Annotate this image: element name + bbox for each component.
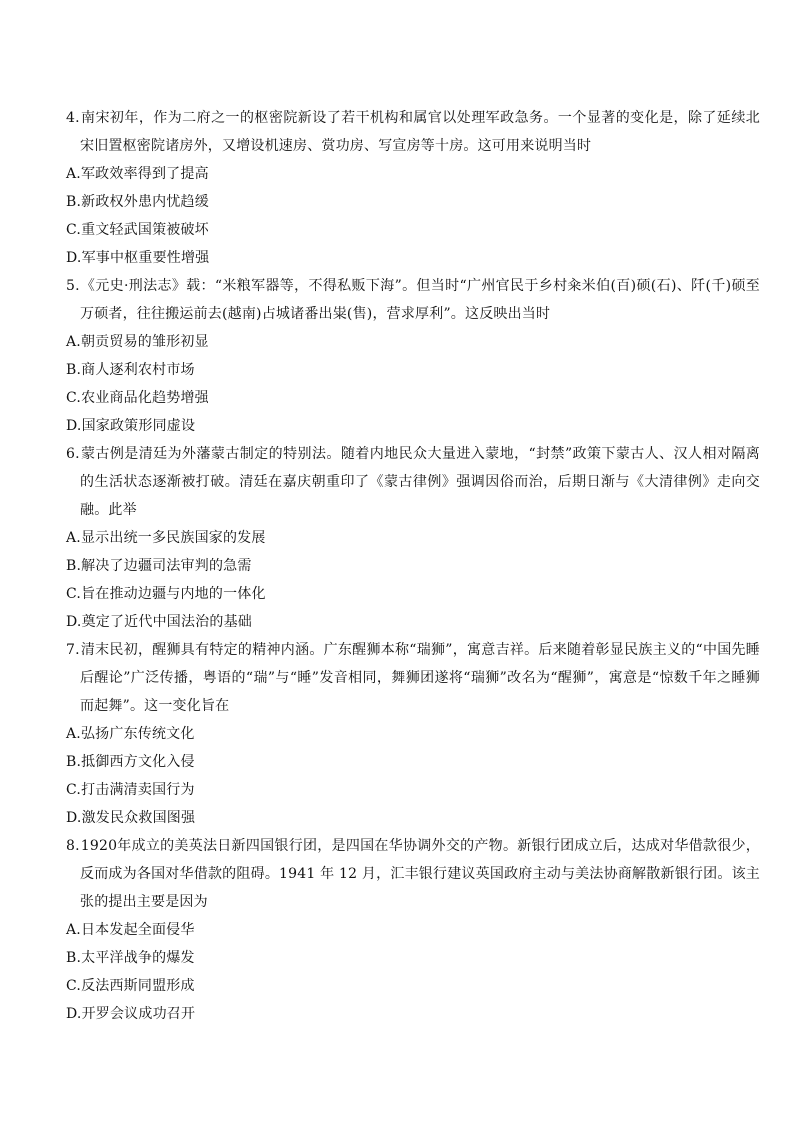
question-5 <box>0 272 794 440</box>
option-a <box>66 328 794 356</box>
option-d <box>66 244 794 272</box>
option-b <box>66 552 794 580</box>
option-c <box>66 580 794 608</box>
option-a <box>66 524 794 552</box>
option-label: D. <box>66 418 82 434</box>
option-label: C. <box>66 978 82 994</box>
option-c <box>66 776 794 804</box>
option-text: 旨在推动边疆与内地的一体化 <box>81 586 266 602</box>
option-label: B. <box>66 194 82 210</box>
option-text: 太平洋战争的爆发 <box>81 950 195 966</box>
option-text: 朝贡贸易的雏形初显 <box>80 334 209 350</box>
option-b <box>66 188 794 216</box>
option-text: 日本发起全面侵华 <box>80 922 195 938</box>
option-a <box>66 160 794 188</box>
option-c <box>66 972 794 1000</box>
option-label: A. <box>66 726 81 742</box>
option-label: D. <box>66 1006 82 1022</box>
question-6 <box>0 440 794 636</box>
option-text: 显示出统一多民族国家的发展 <box>80 530 266 546</box>
question-number: 7. <box>66 642 80 658</box>
option-label: C. <box>66 586 82 602</box>
option-d <box>66 608 794 636</box>
option-text: 解决了边疆司法审判的急需 <box>81 558 252 574</box>
option-text: 商人逐利农村市场 <box>81 362 195 378</box>
option-text: 奠定了近代中国法治的基础 <box>81 614 252 630</box>
question-stem <box>66 636 760 720</box>
question-8 <box>0 832 794 1028</box>
option-label: A. <box>66 166 81 182</box>
question-text: 1920年成立的美英法日新四国银行团，是四国在华协调外交的产物。新银行团成立后，达成对华借款很少，反而成为各国对华借款的阻碍。1941 年 12 月，汇丰银行建议英国政府主动与美法协商解散新银行团。该主张的提出主要是因为 <box>80 838 760 910</box>
option-label: A. <box>66 530 81 546</box>
option-d <box>66 804 794 832</box>
option-a <box>66 916 794 944</box>
option-label: C. <box>66 222 82 238</box>
option-d <box>66 412 794 440</box>
option-text: 弘扬广东传统文化 <box>80 726 195 742</box>
option-label: C. <box>66 390 82 406</box>
option-label: C. <box>66 782 82 798</box>
exam-page <box>0 104 794 1028</box>
question-stem <box>66 440 760 524</box>
question-number: 8. <box>66 838 80 854</box>
option-text: 打击满清卖国行为 <box>81 782 195 798</box>
question-text: 《元史·刑法志》载：“米粮军器等，不得私贩下海”。但当时“广州官民于乡村籴米伯(百)硕(石)、阡(千)硕至万硕者，往往搬运前去(越南)占城诸番出粜(售)，营求厚利”。这反映出当时 <box>80 278 760 322</box>
option-text: 国家政策形同虚设 <box>81 418 196 434</box>
question-number: 5. <box>66 278 80 294</box>
option-b <box>66 944 794 972</box>
option-label: D. <box>66 250 82 266</box>
option-text: 反法西斯同盟形成 <box>81 978 195 994</box>
option-text: 农业商品化趋势增强 <box>81 390 209 406</box>
option-b <box>66 356 794 384</box>
option-a <box>66 720 794 748</box>
option-text: 重文轻武国策被破坏 <box>81 222 209 238</box>
option-label: B. <box>66 754 82 770</box>
option-label: B. <box>66 362 82 378</box>
question-text: 清末民初，醒狮具有特定的精神内涵。广东醒狮本称“瑞狮”，寓意吉祥。后来随着彰显民族主义的“中国先睡后醒论”广泛传播，粤语的“瑞”与“睡”发音相同，舞狮团遂将“瑞狮”改名为“醒狮”，寓意是“惊数千年之睡狮而起舞”。这一变化旨在 <box>80 642 760 714</box>
option-text: 军政效率得到了提高 <box>80 166 209 182</box>
question-4 <box>0 104 794 272</box>
question-number: 4. <box>66 110 80 126</box>
question-number: 6. <box>66 446 80 462</box>
option-label: B. <box>66 558 82 574</box>
question-stem <box>66 272 760 328</box>
option-text: 新政权外患内忧趋缓 <box>81 194 209 210</box>
option-c <box>66 384 794 412</box>
question-stem <box>66 104 760 160</box>
question-7 <box>0 636 794 832</box>
option-text: 抵御西方文化入侵 <box>81 754 195 770</box>
option-text: 激发民众救国图强 <box>81 810 196 826</box>
option-d <box>66 1000 794 1028</box>
question-stem <box>66 832 760 916</box>
option-label: D. <box>66 810 82 826</box>
option-label: A. <box>66 334 81 350</box>
option-b <box>66 748 794 776</box>
question-text: 南宋初年，作为二府之一的枢密院新设了若干机构和属官以处理军政急务。一个显著的变化是，除了延续北宋旧置枢密院诸房外，又增设机速房、赏功房、写宣房等十房。这可用来说明当时 <box>80 110 760 154</box>
question-text: 蒙古例是清廷为外藩蒙古制定的特别法。随着内地民众大量进入蒙地，“封禁”政策下蒙古人、汉人相对隔离的生活状态逐渐被打破。清廷在嘉庆朝重印了《蒙古律例》强调因俗而治，后期日渐与《大清律例》走向交融。此举 <box>80 446 760 518</box>
option-label: A. <box>66 922 81 938</box>
option-text: 开罗会议成功召开 <box>81 1006 196 1022</box>
option-label: D. <box>66 614 82 630</box>
option-c <box>66 216 794 244</box>
option-label: B. <box>66 950 82 966</box>
option-text: 军事中枢重要性增强 <box>81 250 210 266</box>
